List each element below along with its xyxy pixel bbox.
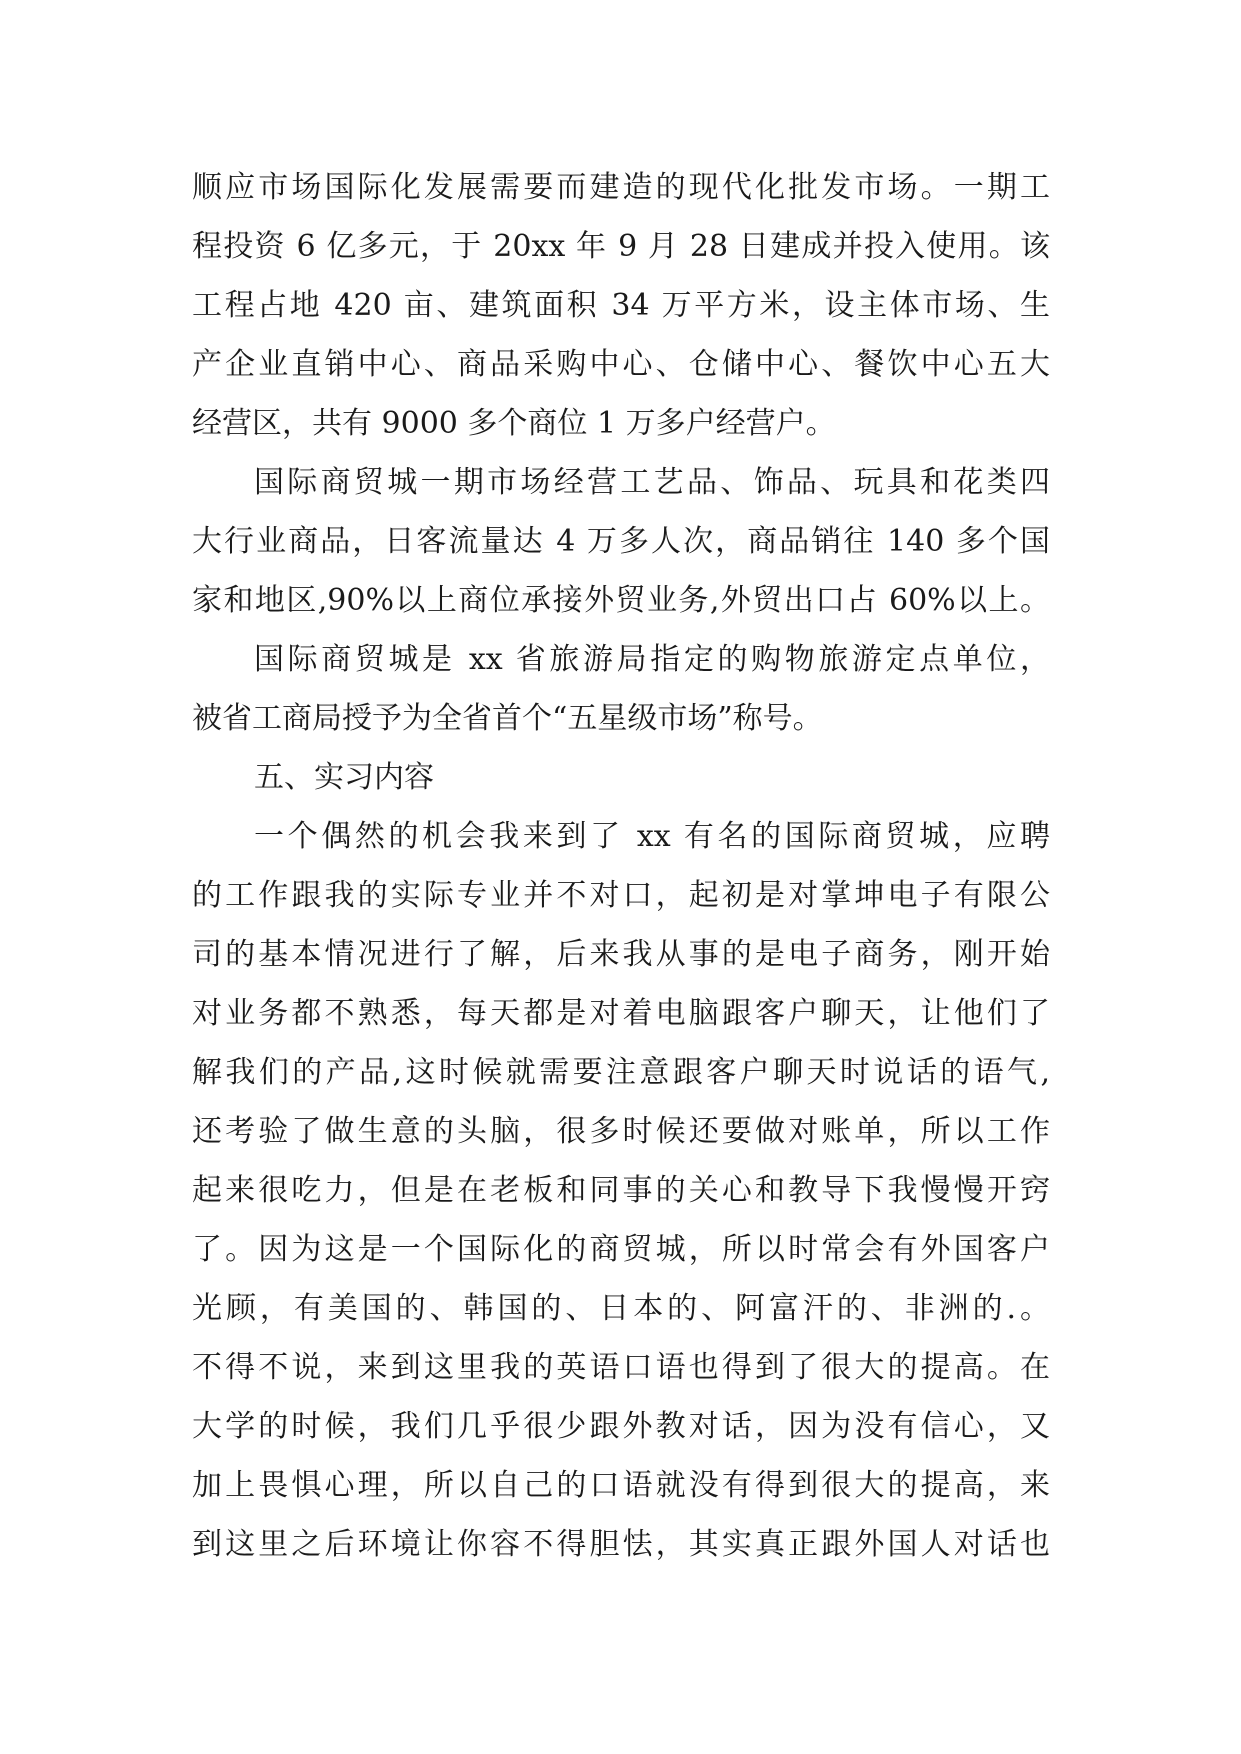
paragraph-line: 经营区，共有 9000 多个商位 1 万多户经营户。	[192, 406, 836, 441]
section-heading: 五、实习内容	[254, 760, 434, 795]
paragraph-line: 工程占地 420 亩、建筑面积 34 万平方米，设主体市场、生	[192, 288, 1050, 323]
paragraph-line: 司的基本情况进行了解，后来我从事的是电子商务，刚开始	[192, 937, 1050, 972]
paragraph-line: 了。因为这是一个国际化的商贸城，所以时常会有外国客户	[192, 1232, 1050, 1267]
paragraph-line: 到这里之后环境让你容不得胆怯，其实真正跟外国人对话也	[192, 1527, 1050, 1562]
paragraph-line: 解我们的产品,这时候就需要注意跟客户聊天时说话的语气,	[192, 1055, 1050, 1090]
paragraph-line: 家和地区,90%以上商位承接外贸业务,外贸出口占 60%以上。	[192, 583, 1050, 618]
paragraph-line: 光顾，有美国的、韩国的、日本的、阿富汗的、非洲的.。	[192, 1291, 1050, 1326]
paragraph-line: 产企业直销中心、商品采购中心、仓储中心、餐饮中心五大	[192, 347, 1050, 382]
paragraph-line: 国际商贸城是 xx 省旅游局指定的购物旅游定点单位，	[254, 642, 1050, 677]
paragraph-line: 不得不说，来到这里我的英语口语也得到了很大的提高。在	[192, 1350, 1050, 1385]
paragraph-line: 大学的时候，我们几乎很少跟外教对话，因为没有信心，又	[192, 1409, 1050, 1444]
paragraph-line: 被省工商局授予为全省首个“五星级市场”称号。	[192, 701, 823, 736]
paragraph-line: 的工作跟我的实际专业并不对口，起初是对掌坤电子有限公	[192, 878, 1050, 913]
paragraph-line: 一个偶然的机会我来到了 xx 有名的国际商贸城，应聘	[254, 819, 1050, 854]
paragraph-line: 还考验了做生意的头脑，很多时候还要做对账单，所以工作	[192, 1114, 1050, 1149]
paragraph-line: 国际商贸城一期市场经营工艺品、饰品、玩具和花类四	[254, 465, 1050, 500]
paragraph-line: 大行业商品，日客流量达 4 万多人次，商品销往 140 多个国	[192, 524, 1050, 559]
paragraph-line: 起来很吃力，但是在老板和同事的关心和教导下我慢慢开窍	[192, 1173, 1050, 1208]
paragraph-line: 顺应市场国际化发展需要而建造的现代化批发市场。一期工	[192, 170, 1050, 205]
paragraph-line: 对业务都不熟悉，每天都是对着电脑跟客户聊天，让他们了	[192, 996, 1050, 1031]
document-body	[192, 158, 1050, 1574]
paragraph-line: 程投资 6 亿多元，于 20xx 年 9 月 28 日建成并投入使用。该	[192, 229, 1050, 264]
paragraph-line: 加上畏惧心理，所以自己的口语就没有得到很大的提高，来	[192, 1468, 1050, 1503]
